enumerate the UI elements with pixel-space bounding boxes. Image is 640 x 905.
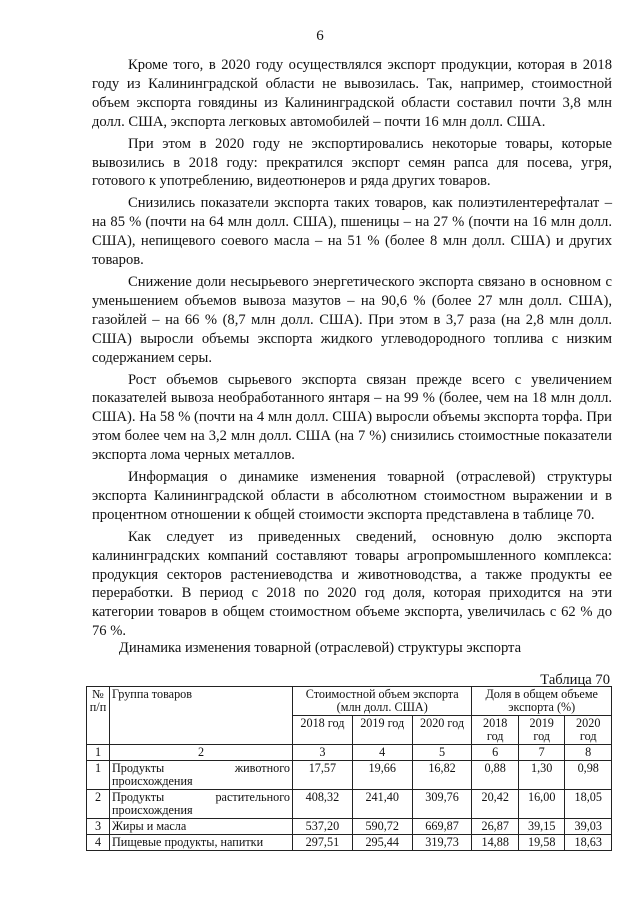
paragraph: Информация о динамике изменения товарной (отраслевой) структуры экспорта Калининградской области в абсолютном стоимостном выражении и в процентном отношении к общей стоимости экспорта представлена в таблице 70. <box>92 469 612 523</box>
index-cell: 1 <box>87 745 110 761</box>
index-cell: 6 <box>472 745 519 761</box>
row-num: 4 <box>87 835 110 851</box>
body-text <box>92 56 612 644</box>
table-caption: Динамика изменения товарной (отраслевой) структуры экспорта <box>118 640 522 656</box>
share-2019: 16,00 <box>518 790 565 819</box>
value-2019: 241,40 <box>352 790 412 819</box>
share-2018: 0,88 <box>472 761 519 790</box>
paragraph: Снижение доли несырьевого энергетического экспорта связано в основном с уменьшением объемов вывоза мазутов – на 90,6 % (более 27 млн долл. США), газойлей – на 66 % (8,7 млн долл. США). При этом в 3,7 раза (на 2,8 млн долл. США) выросли объемы экспорта жидкого углеводородного топлива с низким содержанием серы. <box>92 273 612 366</box>
index-cell: 8 <box>565 745 612 761</box>
table-row <box>87 790 612 819</box>
table-label: Таблица 70 <box>540 672 610 688</box>
row-num: 3 <box>87 819 110 835</box>
share-2020: 18,63 <box>565 835 612 851</box>
header-value-group: Стоимостной объем экспорта (млн долл. США) <box>293 687 472 716</box>
paragraph: Снизились показатели экспорта таких товаров, как полиэтилентерефталат – на 85 % (почти на 64 млн долл. США), пшеницы – на 27 % (почти на 16 млн долл. США), непищевого соевого масла – на 51 % (более 8 млн долл. США) и других товаров. <box>92 195 612 269</box>
value-2018: 537,20 <box>293 819 353 835</box>
paragraph: Как следует из приведенных сведений, основную долю экспорта калининградских компаний составляют товары агропромышленного комплекса: продукция секторов растениеводства и животноводства, а также продукты ее переработки. В период с 2018 по 2020 год доля, которая приходится на эти категории товаров в общем стоимостном объеме экспорта, увеличилась с 62 % до 76 %. <box>92 528 612 640</box>
row-group-name: Жиры и масла <box>110 819 293 835</box>
value-2018: 297,51 <box>293 835 353 851</box>
value-2020: 309,76 <box>412 790 472 819</box>
header-year: 2018 год <box>293 716 353 745</box>
share-2018: 14,88 <box>472 835 519 851</box>
value-2020: 669,87 <box>412 819 472 835</box>
share-2018: 20,42 <box>472 790 519 819</box>
row-num: 1 <box>87 761 110 790</box>
share-2020: 39,03 <box>565 819 612 835</box>
share-2019: 1,30 <box>518 761 565 790</box>
header-year: 2019 год <box>352 716 412 745</box>
value-2019: 295,44 <box>352 835 412 851</box>
header-group: Группа товаров <box>110 687 293 745</box>
page-number: 6 <box>316 28 324 44</box>
table-row <box>87 835 612 851</box>
header-year: 2018 год <box>472 716 519 745</box>
share-2019: 39,15 <box>518 819 565 835</box>
row-num: 2 <box>87 790 110 819</box>
row-group-name: Продукты животного происхождения <box>110 761 293 790</box>
header-year: 2020 год <box>412 716 472 745</box>
value-2018: 408,32 <box>293 790 353 819</box>
table-row <box>87 819 612 835</box>
share-2019: 19,58 <box>518 835 565 851</box>
value-2019: 19,66 <box>352 761 412 790</box>
paragraph: Кроме того, в 2020 году осуществлялся экспорт продукции, которая в 2018 году из Калининградской области не вывозилась. Так, например, стоимостной объем экспорта говядины из Калининградской области составил почти 3,8 млн долл. США, экспорта легковых автомобилей – почти 16 млн долл. США. <box>92 57 612 130</box>
header-share-group: Доля в общем объеме экспорта (%) <box>472 687 612 716</box>
share-2020: 18,05 <box>565 790 612 819</box>
row-group-name: Продукты растительного происхождения <box>110 790 293 819</box>
index-cell: 4 <box>352 745 412 761</box>
header-year: 2020 год <box>565 716 612 745</box>
value-2020: 16,82 <box>412 761 472 790</box>
table-row <box>87 761 612 790</box>
table-header-row <box>87 687 612 716</box>
row-group-name: Пищевые продукты, напитки <box>110 835 293 851</box>
index-cell: 3 <box>293 745 353 761</box>
index-cell: 5 <box>412 745 472 761</box>
header-num: № п/п <box>87 687 110 745</box>
share-2018: 26,87 <box>472 819 519 835</box>
header-year: 2019 год <box>518 716 565 745</box>
index-cell: 2 <box>110 745 293 761</box>
export-structure-table <box>86 686 612 851</box>
value-2018: 17,57 <box>293 761 353 790</box>
value-2020: 319,73 <box>412 835 472 851</box>
paragraph: Рост объемов сырьевого экспорта связан прежде всего с увеличением показателей вывоза необработанного янтаря – на 99 % (более, чем на 18 млн долл. США). На 58 % (почти на 4 млн долл. США) выросли объемы экспорта торфа. При этом более чем на 3,2 млн долл. США (на 7 %) снизились стоимостные показатели экспорта лома черных металлов. <box>92 371 612 464</box>
paragraph: При этом в 2020 году не экспортировались некоторые товары, которые вывозились в 2018 году: прекратился экспорт семян рапса для посева, угря, готового к употреблению, видеотюнеров и ряда других товаров. <box>92 135 612 190</box>
value-2019: 590,72 <box>352 819 412 835</box>
table-index-row <box>87 745 612 761</box>
share-2020: 0,98 <box>565 761 612 790</box>
index-cell: 7 <box>518 745 565 761</box>
